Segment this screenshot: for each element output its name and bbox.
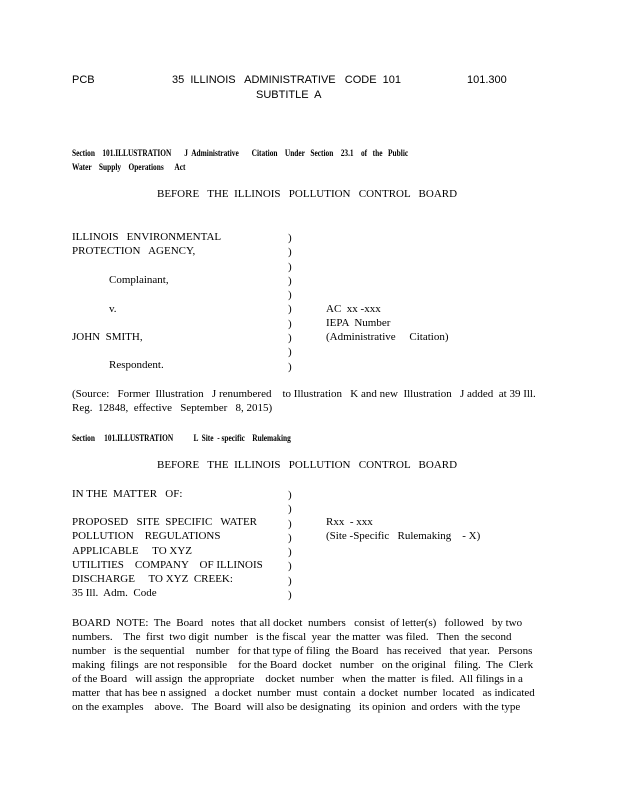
caption-parentheses: ) ) ) ) ) ) ) ) ) ): [288, 232, 292, 373]
caption-parentheses-2: ) ) ) ) ) ) ) ): [288, 489, 292, 602]
matter-title-line3: APPLICABLE TO XYZ: [72, 545, 192, 557]
board-note-line5: of the Board will assign the appropriate docket number when the matter is filed. All filings in a: [72, 673, 523, 685]
rulemaking-type: (Site -Specific Rulemaking - X): [326, 530, 481, 542]
board-title-2: BEFORE THE ILLINOIS POLLUTION CONTROL BOARD: [157, 459, 458, 471]
source-note-line1: (Source: Former Illustration J renumbered to Illustration K and new Illustration J added at 39 Ill.: [72, 388, 536, 400]
matter-label: IN THE MATTER OF:: [72, 488, 183, 500]
respondent-label: Respondent.: [109, 359, 164, 371]
board-note-line4: making filings are not responsible for the Board docket number on the original filing. The Clerk: [72, 659, 534, 671]
matter-title-line4: UTILITIES COMPANY OF ILLINOIS: [72, 559, 263, 571]
case-type-label: (Administrative Citation): [326, 331, 449, 343]
board-note-line2: numbers. The first two digit number is the fiscal year the matter was filed. Then the second: [72, 631, 512, 643]
versus-label: v.: [109, 303, 117, 315]
rulemaking-number: Rxx - xxx: [326, 516, 373, 528]
section-heading-continuation: Water Supply Operations Act: [72, 162, 186, 172]
complainant-label: Complainant,: [109, 274, 169, 286]
matter-title-line2: POLLUTION REGULATIONS: [72, 530, 221, 542]
board-note-line7: on the examples above. The Board will also be designating its opinion and orders with the type: [72, 701, 521, 713]
section-heading-illustration-l: Section 101.ILLUSTRATION L Site - specific Rulemaking: [72, 433, 291, 443]
source-note-line2: Reg. 12848, effective September 8, 2015): [72, 402, 273, 414]
section-heading-illustration-j: Section 101.ILLUSTRATION J Administrative Citation Under Section 23.1 of the Public: [72, 148, 409, 158]
header-title: 35 ILLINOIS ADMINISTRATIVE CODE 101: [172, 74, 402, 86]
header-subtitle: SUBTITLE A: [256, 89, 322, 101]
board-title: BEFORE THE ILLINOIS POLLUTION CONTROL BOARD: [157, 188, 458, 200]
respondent-name: JOHN SMITH,: [72, 331, 143, 343]
board-note-line1: BOARD NOTE: The Board notes that all docket numbers consist of letter(s) followed by two: [72, 617, 523, 629]
iepa-number-label: IEPA Number: [326, 317, 391, 329]
header-left: PCB: [72, 74, 95, 86]
complainant-name-line2: PROTECTION AGENCY,: [72, 245, 196, 257]
matter-title-line1: PROPOSED SITE SPECIFIC WATER: [72, 516, 257, 528]
case-number: AC xx -xxx: [326, 303, 381, 315]
matter-title-line5: DISCHARGE TO XYZ CREEK:: [72, 573, 233, 585]
matter-title-line6: 35 Ill. Adm. Code: [72, 587, 157, 599]
board-note-line3: number is the sequential number for that type of filing the Board has received that year. Persons: [72, 645, 533, 657]
header-section-number: 101.300: [467, 74, 507, 86]
complainant-name-line1: ILLINOIS ENVIRONMENTAL: [72, 231, 222, 243]
board-note-line6: matter that has bee n assigned a docket number must contain a docket number located as indicated: [72, 687, 535, 699]
